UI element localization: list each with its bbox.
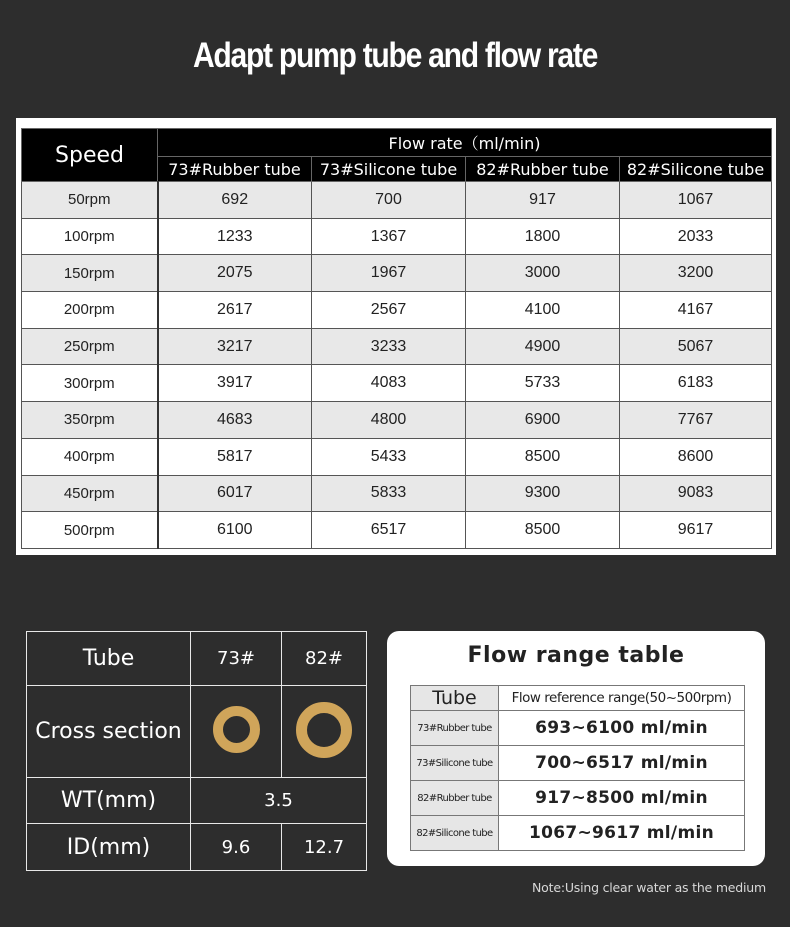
speed-cell: 400rpm xyxy=(22,438,158,475)
speed-cell: 450rpm xyxy=(22,475,158,512)
column-header: 73#Silicone tube xyxy=(312,157,466,182)
column-header: 82#Silicone tube xyxy=(620,157,772,182)
flow-value-cell: 8600 xyxy=(620,438,772,475)
flow-value-cell: 1367 xyxy=(312,218,466,255)
flow-value-cell: 5433 xyxy=(312,438,466,475)
flow-value-cell: 8500 xyxy=(466,512,620,549)
cross-section-label: Cross section xyxy=(27,686,191,778)
table-row xyxy=(22,512,772,549)
flow-value-cell: 4100 xyxy=(466,292,620,329)
flow-value-cell: 2075 xyxy=(158,255,312,292)
speed-cell: 200rpm xyxy=(22,292,158,329)
flow-value-cell: 9300 xyxy=(466,475,620,512)
flow-value-cell: 9617 xyxy=(620,512,772,549)
flow-value-cell: 5733 xyxy=(466,365,620,402)
wt-label: WT(mm) xyxy=(27,778,191,824)
table-row xyxy=(22,255,772,292)
speed-header: Speed xyxy=(22,129,158,182)
tube-ring-icon xyxy=(296,702,352,758)
flow-value-cell: 6100 xyxy=(158,512,312,549)
table-row xyxy=(22,475,772,512)
range-value: 693~6100 ml/min xyxy=(499,711,745,746)
flow-value-cell: 4900 xyxy=(466,328,620,365)
table-row xyxy=(22,365,772,402)
flow-value-cell: 2617 xyxy=(158,292,312,329)
flow-value-cell: 3000 xyxy=(466,255,620,292)
flow-value-cell: 2033 xyxy=(620,218,772,255)
range-value: 700~6517 ml/min xyxy=(499,746,745,781)
flow-value-cell: 3217 xyxy=(158,328,312,365)
id-82-value: 12.7 xyxy=(282,824,367,871)
flow-value-cell: 692 xyxy=(158,182,312,219)
flow-value-cell: 6517 xyxy=(312,512,466,549)
flow-value-cell: 8500 xyxy=(466,438,620,475)
range-tube-name: 82#Silicone tube xyxy=(411,816,499,851)
speed-cell: 100rpm xyxy=(22,218,158,255)
speed-cell: 500rpm xyxy=(22,512,158,549)
tube-label: Tube xyxy=(27,632,191,686)
range-tube-name: 73#Silicone tube xyxy=(411,746,499,781)
wt-value: 3.5 xyxy=(191,778,367,824)
speed-cell: 50rpm xyxy=(22,182,158,219)
flow-rate-table xyxy=(21,128,772,549)
speed-cell: 350rpm xyxy=(22,402,158,439)
table-row xyxy=(22,438,772,475)
column-header: 73#Rubber tube xyxy=(158,157,312,182)
flow-value-cell: 5817 xyxy=(158,438,312,475)
flow-value-cell: 7767 xyxy=(620,402,772,439)
flow-rate-table-card xyxy=(16,118,776,555)
flow-value-cell: 6900 xyxy=(466,402,620,439)
speed-cell: 300rpm xyxy=(22,365,158,402)
cross-section-82 xyxy=(282,686,367,778)
table-row xyxy=(22,292,772,329)
flow-value-cell: 3233 xyxy=(312,328,466,365)
tube-82-label: 82# xyxy=(282,632,367,686)
range-reference-header: Flow reference range(50~500rpm) xyxy=(499,686,745,711)
range-tube-name: 73#Rubber tube xyxy=(411,711,499,746)
range-value: 1067~9617 ml/min xyxy=(499,816,745,851)
flow-value-cell: 1233 xyxy=(158,218,312,255)
flow-rate-group-header: Flow rate（ml/min) xyxy=(158,129,772,157)
id-73-value: 9.6 xyxy=(191,824,282,871)
speed-cell: 250rpm xyxy=(22,328,158,365)
flow-value-cell: 917 xyxy=(466,182,620,219)
flow-value-cell: 6017 xyxy=(158,475,312,512)
flow-value-cell: 1067 xyxy=(620,182,772,219)
flow-value-cell: 1967 xyxy=(312,255,466,292)
page-title: Adapt pump tube and flow rate xyxy=(192,36,598,75)
range-row xyxy=(411,781,745,816)
flow-value-cell: 4800 xyxy=(312,402,466,439)
table-row xyxy=(22,328,772,365)
flow-value-cell: 6183 xyxy=(620,365,772,402)
flow-range-title: Flow range table xyxy=(467,643,685,668)
flow-range-card xyxy=(387,631,765,866)
flow-value-cell: 4083 xyxy=(312,365,466,402)
flow-value-cell: 4167 xyxy=(620,292,772,329)
flow-value-cell: 5833 xyxy=(312,475,466,512)
range-tube-name: 82#Rubber tube xyxy=(411,781,499,816)
note-text: Note:Using clear water as the medium xyxy=(532,880,766,895)
flow-value-cell: 3917 xyxy=(158,365,312,402)
flow-value-cell: 5067 xyxy=(620,328,772,365)
id-label: ID(mm) xyxy=(27,824,191,871)
flow-value-cell: 4683 xyxy=(158,402,312,439)
tube-spec-table xyxy=(26,631,367,871)
flow-range-table xyxy=(410,685,745,851)
flow-value-cell: 9083 xyxy=(620,475,772,512)
range-value: 917~8500 ml/min xyxy=(499,781,745,816)
range-tube-header: Tube xyxy=(411,686,499,711)
cross-section-73 xyxy=(191,686,282,778)
range-row xyxy=(411,711,745,746)
range-row xyxy=(411,816,745,851)
tube-ring-icon xyxy=(213,706,260,753)
tube-73-label: 73# xyxy=(191,632,282,686)
flow-value-cell: 700 xyxy=(312,182,466,219)
speed-cell: 150rpm xyxy=(22,255,158,292)
table-row xyxy=(22,402,772,439)
flow-value-cell: 2567 xyxy=(312,292,466,329)
column-header: 82#Rubber tube xyxy=(466,157,620,182)
table-row xyxy=(22,182,772,219)
table-row xyxy=(22,218,772,255)
range-row xyxy=(411,746,745,781)
flow-value-cell: 1800 xyxy=(466,218,620,255)
flow-value-cell: 3200 xyxy=(620,255,772,292)
